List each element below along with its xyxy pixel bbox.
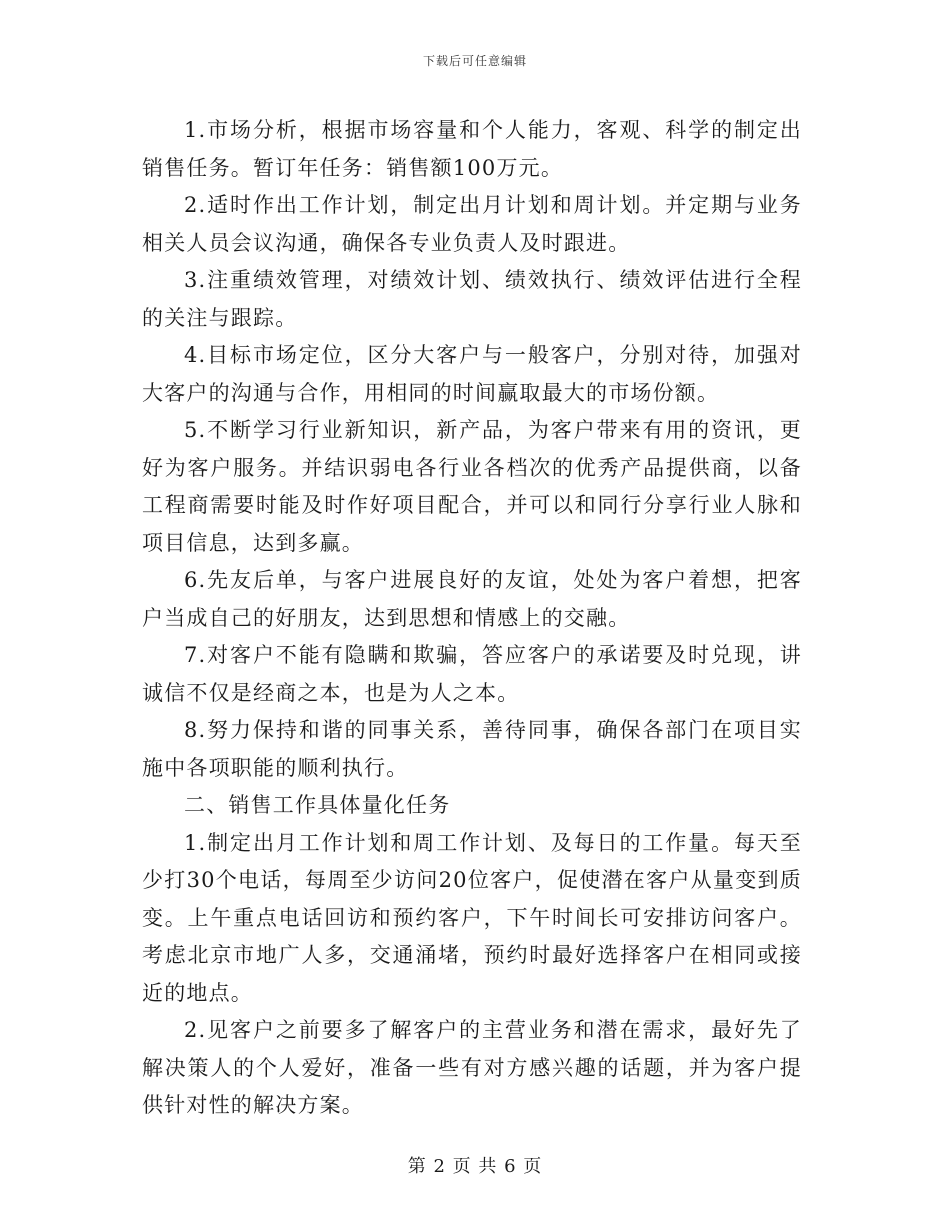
- section-heading: 二、销售工作具体量化任务: [184, 793, 451, 817]
- paragraph-task-7: 7.对客户不能有隐瞒和欺骗，答应客户的承诺要及时兑现，讲诚信不仅是经商之本，也是为人之本。: [142, 643, 802, 705]
- paragraph-task-2: 2.适时作出工作计划，制定出月计划和周计划。并定期与业务相关人员会议沟通，确保各专业负责人及时跟进。: [142, 193, 802, 255]
- page-number: 第 2 页 共 6 页: [407, 1156, 543, 1177]
- document-body: [142, 112, 802, 1125]
- paragraph-task-1: 1.市场分析，根据市场容量和个人能力，客观、科学的制定出销售任务。暂订年任务：销售额100万元。: [142, 118, 802, 180]
- header-note: 下载后可任意编辑: [422, 54, 527, 68]
- paragraph-task-5: 5.不断学习行业新知识，新产品，为客户带来有用的资讯，更好为客户服务。并结识弱电各行业各档次的优秀产品提供商，以备工程商需要时能及时作好项目配合，并可以和同行分享行业人脉和项目信息，达到多赢。: [142, 418, 802, 555]
- paragraph-quant-2: 2.见客户之前要多了解客户的主营业务和潜在需求，最好先了解决策人的个人爱好，准备一些有对方感兴趣的话题，并为客户提供针对性的解决方案。: [142, 1018, 802, 1117]
- paragraph-quant-1: 1.制定出月工作计划和周工作计划、及每日的工作量。每天至少打30个电话，每周至少访问20位客户，促使潜在客户从量变到质变。上午重点电话回访和预约客户，下午时间长可安排访问客户。考虑北京市地广人多，交通涌堵，预约时最好选择客户在相同或接近的地点。: [142, 830, 802, 1005]
- paragraph-task-8: 8.努力保持和谐的同事关系，善待同事，确保各部门在项目实施中各项职能的顺利执行。: [142, 718, 802, 780]
- paragraph-task-3: 3.注重绩效管理，对绩效计划、绩效执行、绩效评估进行全程的关注与跟踪。: [142, 268, 802, 330]
- paragraph-task-4: 4.目标市场定位，区分大客户与一般客户，分别对待，加强对大客户的沟通与合作，用相同的时间赢取最大的市场份额。: [142, 343, 802, 405]
- paragraph-task-6: 6.先友后单，与客户进展良好的友谊，处处为客户着想，把客户当成自己的好朋友，达到思想和情感上的交融。: [142, 568, 802, 630]
